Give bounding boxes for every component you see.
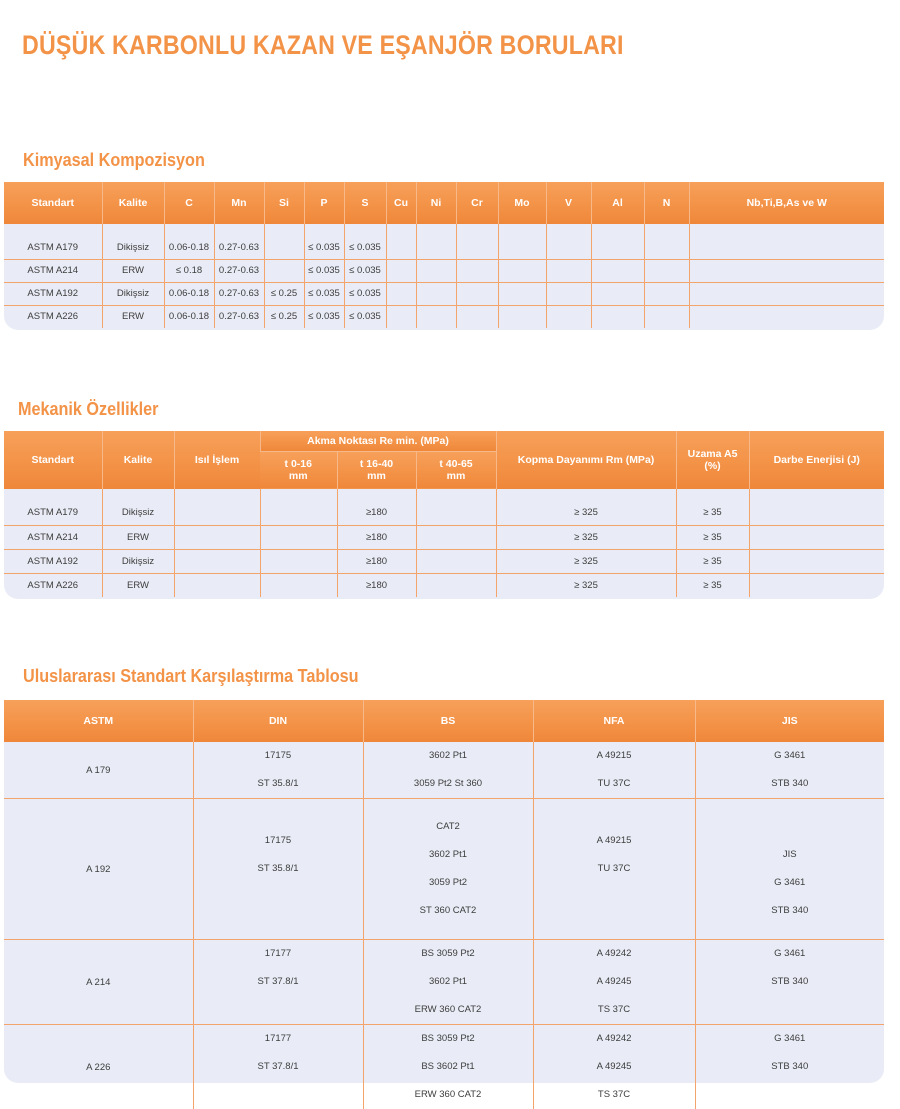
chemical-cell [456,305,498,328]
mechanical-cell [260,501,337,525]
mechanical-cell [174,525,260,549]
chemical-cell: ASTM A226 [4,305,102,328]
bs-line: ERW 360 CAT2 [364,996,533,1024]
mechanical-cell: ≥ 325 [496,549,676,573]
chemical-cell [416,305,456,328]
chemical-cell: 0.06-0.18 [164,236,214,259]
mechanical-cell [260,549,337,573]
chemical-cell [689,282,884,305]
mechanical-section-title: Mekanik Özellikler [18,399,158,420]
mechanical-cell [749,525,884,549]
mechanical-cell: ASTM A226 [4,573,102,597]
comparison-section-title: Uluslararası Standart Karşılaştırma Tablosu [23,666,359,687]
cmp-header-jis: JIS [695,700,884,742]
chemical-cell [386,282,416,305]
mechanical-row [4,549,884,573]
din-line: ST 37.8/1 [194,1053,363,1081]
comparison-row [4,1025,884,1109]
jis-line: STB 340 [696,770,885,798]
din-line [194,911,363,939]
mechanical-cell [260,525,337,549]
mechanical-row [4,573,884,597]
chemical-table [4,182,884,330]
cmp-header-bs: BS [363,700,533,742]
chemical-cell [386,259,416,282]
din-cell [193,1025,363,1109]
chemical-cell [591,236,644,259]
mechanical-cell: ERW [102,573,174,597]
chemical-cell [264,259,304,282]
din-line: 17175 [194,827,363,855]
chemical-cell [264,236,304,259]
din-line: 17175 [194,742,363,770]
nfa-line: TS 37C [534,996,695,1024]
mechanical-cell [416,525,496,549]
nfa-line [534,799,695,827]
mechanical-cell: ≥ 35 [676,549,749,573]
din-cell [193,799,363,940]
chemical-cell [416,282,456,305]
bs-line: BS 3602 Pt1 [364,1053,533,1081]
chemical-cell: ≤ 0.035 [304,236,344,259]
bs-cell [363,940,533,1025]
mechanical-cell: Dikişsiz [102,501,174,525]
chemical-cell: 0.27-0.63 [214,236,264,259]
header-c: C [164,182,214,224]
chemical-cell [498,305,546,328]
chemical-cell [456,259,498,282]
comparison-table [4,700,884,1083]
chemical-cell: Dikişsiz [102,236,164,259]
mech-header-t2: t 16-40 mm [337,451,416,489]
mechanical-cell [749,573,884,597]
bs-line: BS 3059 Pt2 [364,1025,533,1053]
mech-header-standart: Standart [4,431,102,489]
bs-line: CAT2 [364,813,533,841]
header-v: V [546,182,591,224]
chemical-cell [689,305,884,328]
header-cr: Cr [456,182,498,224]
jis-line [696,996,885,1024]
din-line [194,799,363,827]
chemical-cell: ERW [102,305,164,328]
bs-line: 3602 Pt1 [364,841,533,869]
chemical-section-title: Kimyasal Kompozisyon [23,150,205,171]
chemical-row [4,236,884,259]
bs-line: 3059 Pt2 St 360 [364,770,533,798]
chemical-cell [644,236,689,259]
astm-cell: A 192 [4,799,193,940]
mechanical-cell: ASTM A179 [4,501,102,525]
header-ni: Ni [416,182,456,224]
header-mn: Mn [214,182,264,224]
jis-line [696,1081,885,1109]
nfa-line: A 49215 [534,742,695,770]
header-nb-ti-b-as-w: Nb,Ti,B,As ve W [689,182,884,224]
jis-line: STB 340 [696,897,885,925]
bs-line: 3602 Pt1 [364,968,533,996]
chemical-header-row [4,182,884,224]
din-cell [193,742,363,799]
mech-header-uzama: Uzama A5 (%) [676,431,749,489]
chemical-cell: ≤ 0.035 [344,282,386,305]
nfa-line: A 49242 [534,1025,695,1053]
astm-cell: A 179 [4,742,193,799]
chemical-cell [416,259,456,282]
bs-cell [363,1025,533,1109]
mechanical-cell [749,549,884,573]
mechanical-row [4,525,884,549]
nfa-line: A 49242 [534,940,695,968]
jis-cell [695,940,884,1025]
chemical-cell [498,282,546,305]
header-kalite: Kalite [102,182,164,224]
header-standart: Standart [4,182,102,224]
mechanical-cell [174,549,260,573]
mechanical-cell: ≥180 [337,573,416,597]
bs-line: ST 360 CAT2 [364,897,533,925]
cmp-header-din: DIN [193,700,363,742]
chemical-cell [546,282,591,305]
chemical-cell: ≤ 0.035 [304,282,344,305]
chemical-row [4,282,884,305]
chemical-cell [689,259,884,282]
mechanical-cell: ≥180 [337,549,416,573]
mechanical-cell: ERW [102,525,174,549]
chemical-row [4,305,884,328]
nfa-cell [533,799,695,940]
mech-header-t3: t 40-65 mm [416,451,496,489]
nfa-line: A 49215 [534,827,695,855]
comparison-row [4,742,884,799]
mechanical-row [4,501,884,525]
jis-line: G 3461 [696,742,885,770]
chemical-cell: ≤ 0.035 [344,259,386,282]
astm-cell: A 226 [4,1025,193,1109]
din-line: 17177 [194,1025,363,1053]
cmp-header-nfa: NFA [533,700,695,742]
chemical-cell [386,305,416,328]
mechanical-cell [260,573,337,597]
jis-cell [695,1025,884,1109]
chemical-cell: 0.27-0.63 [214,305,264,328]
bs-cell [363,799,533,940]
chemical-row [4,259,884,282]
chemical-cell [689,236,884,259]
cmp-header-astm: ASTM [4,700,193,742]
chemical-cell: ASTM A192 [4,282,102,305]
chemical-cell [498,236,546,259]
din-line: 17177 [194,940,363,968]
mechanical-cell [174,573,260,597]
chemical-cell: 0.06-0.18 [164,282,214,305]
chemical-cell [456,282,498,305]
chemical-cell: ASTM A179 [4,236,102,259]
mech-header-kalite: Kalite [102,431,174,489]
nfa-cell [533,940,695,1025]
mechanical-cell [416,573,496,597]
chemical-cell [546,236,591,259]
mechanical-cell: ≥ 35 [676,573,749,597]
header-n: N [644,182,689,224]
chemical-cell: ≤ 0.035 [344,305,386,328]
nfa-cell [533,742,695,799]
chemical-cell [644,259,689,282]
mechanical-cell: ≥ 325 [496,501,676,525]
mechanical-cell [174,501,260,525]
chemical-cell: 0.06-0.18 [164,305,214,328]
chemical-cell: ≤ 0.18 [164,259,214,282]
header-si: Si [264,182,304,224]
chemical-cell: ≤ 0.25 [264,305,304,328]
header-al: Al [591,182,644,224]
header-s: S [344,182,386,224]
mechanical-cell: ASTM A214 [4,525,102,549]
mechanical-cell: ≥ 35 [676,525,749,549]
jis-line: STB 340 [696,968,885,996]
chemical-cell: ≤ 0.035 [304,305,344,328]
din-cell [193,940,363,1025]
nfa-line: TU 37C [534,855,695,883]
header-cu: Cu [386,182,416,224]
nfa-line: TS 37C [534,1081,695,1109]
chemical-cell [591,305,644,328]
mechanical-cell: Dikişsiz [102,549,174,573]
bs-line: ERW 360 CAT2 [364,1081,533,1109]
nfa-cell [533,1025,695,1109]
nfa-line: A 49245 [534,968,695,996]
nfa-line [534,883,695,911]
din-line [194,883,363,911]
chemical-cell [546,259,591,282]
bs-line: BS 3059 Pt2 [364,940,533,968]
din-line: ST 35.8/1 [194,770,363,798]
mech-header-isil-islem: Isıl İşlem [174,431,260,489]
bs-line: 3602 Pt1 [364,742,533,770]
mechanical-cell: ASTM A192 [4,549,102,573]
chemical-cell [644,282,689,305]
din-line: ST 35.8/1 [194,855,363,883]
mechanical-cell [416,549,496,573]
chemical-cell: Dikişsiz [102,282,164,305]
chemical-cell [546,305,591,328]
jis-line: G 3461 [696,869,885,897]
chemical-cell: ≤ 0.25 [264,282,304,305]
din-line: ST 37.8/1 [194,968,363,996]
jis-line: G 3461 [696,1025,885,1053]
header-p: P [304,182,344,224]
jis-line: STB 340 [696,1053,885,1081]
chemical-cell [498,259,546,282]
din-line [194,996,363,1024]
mechanical-cell: ≥ 325 [496,525,676,549]
chemical-cell [591,259,644,282]
chemical-cell: 0.27-0.63 [214,282,264,305]
bs-cell [363,742,533,799]
jis-line [696,813,885,841]
mech-header-akma: Akma Noktası Re min. (MPa) [260,431,496,451]
nfa-line: A 49245 [534,1053,695,1081]
mechanical-cell: ≥180 [337,501,416,525]
chemical-cell: ≤ 0.035 [344,236,386,259]
chemical-cell [644,305,689,328]
mechanical-cell: ≥ 325 [496,573,676,597]
chemical-cell: ≤ 0.035 [304,259,344,282]
chemical-cell [591,282,644,305]
mech-header-t1: t 0-16 mm [260,451,337,489]
mechanical-cell [749,501,884,525]
header-mo: Mo [498,182,546,224]
din-line [194,1081,363,1109]
jis-line: JIS [696,841,885,869]
chemical-cell: ERW [102,259,164,282]
chemical-cell: ASTM A214 [4,259,102,282]
mechanical-table [4,431,884,599]
bs-line: 3059 Pt2 [364,869,533,897]
chemical-cell [416,236,456,259]
page-title: DÜŞÜK KARBONLU KAZAN VE EŞANJÖR BORULARI [22,30,624,61]
chemical-cell [386,236,416,259]
chemical-cell: 0.27-0.63 [214,259,264,282]
mechanical-cell: ≥180 [337,525,416,549]
mech-header-darbe: Darbe Enerjisi (J) [749,431,884,489]
mech-header-kopma: Kopma Dayanımı Rm (MPa) [496,431,676,489]
jis-cell [695,742,884,799]
comparison-row [4,799,884,940]
chemical-cell [456,236,498,259]
mechanical-cell [416,501,496,525]
jis-cell [695,799,884,940]
nfa-line: TU 37C [534,770,695,798]
nfa-line [534,911,695,939]
astm-cell: A 214 [4,940,193,1025]
comparison-row [4,940,884,1025]
jis-line: G 3461 [696,940,885,968]
mechanical-cell: ≥ 35 [676,501,749,525]
